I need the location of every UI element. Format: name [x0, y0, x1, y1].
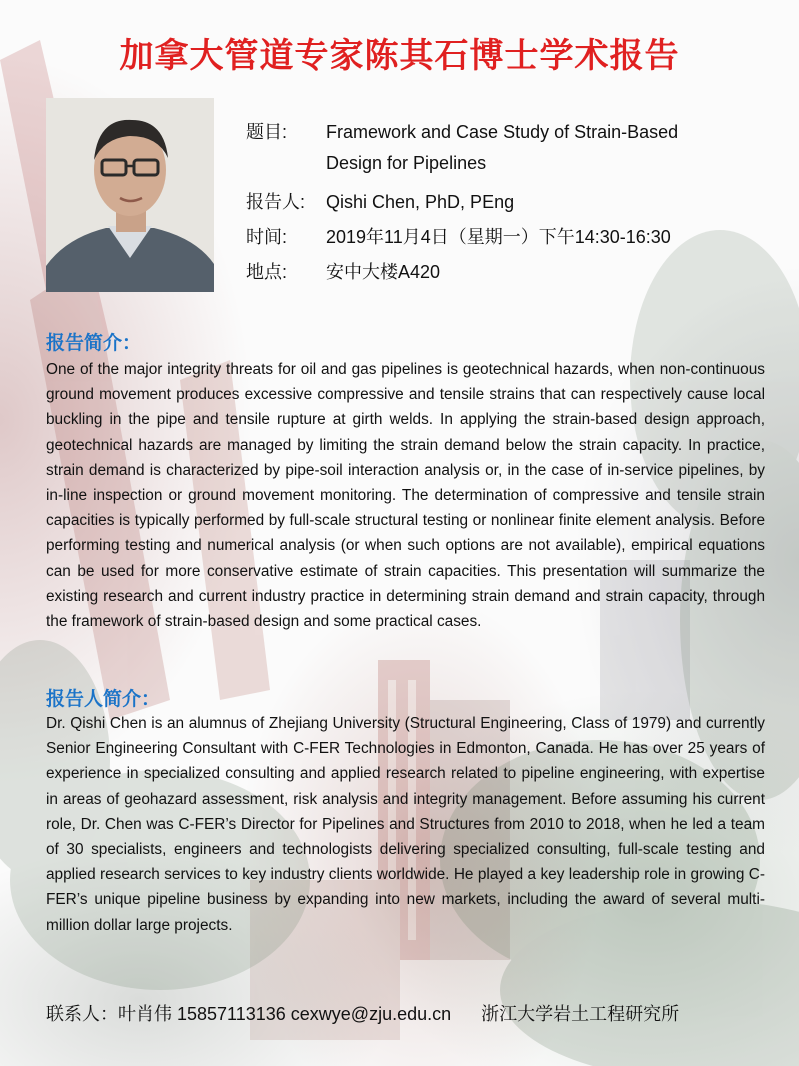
speaker-photo — [46, 98, 214, 292]
topic-row — [246, 118, 678, 144]
topic-value-line2: Design for Pipelines — [326, 153, 487, 173]
location-row — [246, 258, 440, 284]
institute-name: 浙江大学岩土工程研究所 — [481, 1004, 680, 1024]
topic-row-continued — [246, 153, 486, 174]
bio-text: Dr. Qishi Chen is an alumnus of Zhejiang University (Structural Engineering, Class of 1979) and currently Senior Engineering Consultant with C-FER Technologies in Edmonton, Canada. He has over 25 years of experience in specialized consulting and applied research related to pipeline engineering, with expertise in areas of geohazard assessment, risk analysis and integrity management. Before assuming his current role, Dr. Chen was C-FER’s Director for Pipelines and Structures from 2010 to 2018, when he led a team of 30 specialists, engineers and technologists delivering specialized consulting, full-scale testing and applied research services to key industry clients worldwide. He played a key leadership role in growing C-FER’s unique pipeline business by expanding into new markets, including the award of several multi-million dollar large projects. — [46, 715, 765, 934]
location-value: 安中大楼A420 — [326, 262, 441, 282]
speaker-label: 报告人: — [246, 192, 306, 212]
topic-value-line1: Framework and Case Study of Strain-Based — [326, 122, 679, 142]
abstract-heading: 报告简介： — [46, 333, 142, 354]
abstract-text: One of the major integrity threats for oil and gas pipelines is geotechnical hazards, when non-continuous ground movement produces excessive compressive and tensile strains that can respectively cause local buckling in the pipe and tensile rupture at girth welds. In applying the strain-based design approach, geotechnical hazards are managed by limiting the strain demand below the strain capacity. In practice, strain demand is characterized by pipe-soil interaction analysis or, in the case of in-service pipelines, by in-line inspection or ground movement monitoring. The determination of compressive and tensile strain capacities is typically performed by full-scale structural testing or nonlinear finite element analysis. Before performing testing and numerical analysis (or when such options are not available), empirical equations can be used for more conservative estimate of strain capacities. This presentation will summarize the existing research and current industry practice in determining strain demand and strain capacity, through the framework of strain-based design and some practical cases. — [46, 361, 765, 631]
speaker-row — [246, 188, 514, 214]
contact-info: 联系人：叶肖伟 15857113136 cexwye@zju.edu.cn — [46, 1004, 452, 1024]
bio-heading: 报告人简介： — [46, 689, 161, 710]
time-row — [246, 223, 671, 249]
time-value: 2019年11月4日（星期一）下午14:30-16:30 — [326, 227, 671, 247]
speaker-value: Qishi Chen, PhD, PEng — [326, 192, 515, 212]
page-title: 加拿大管道专家陈其石博士学术报告 — [119, 37, 680, 75]
location-label: 地点: — [246, 262, 288, 282]
speaker-portrait-image — [46, 98, 214, 292]
time-label: 时间: — [246, 227, 288, 247]
footer — [46, 1000, 679, 1026]
topic-label: 题目: — [246, 122, 288, 142]
